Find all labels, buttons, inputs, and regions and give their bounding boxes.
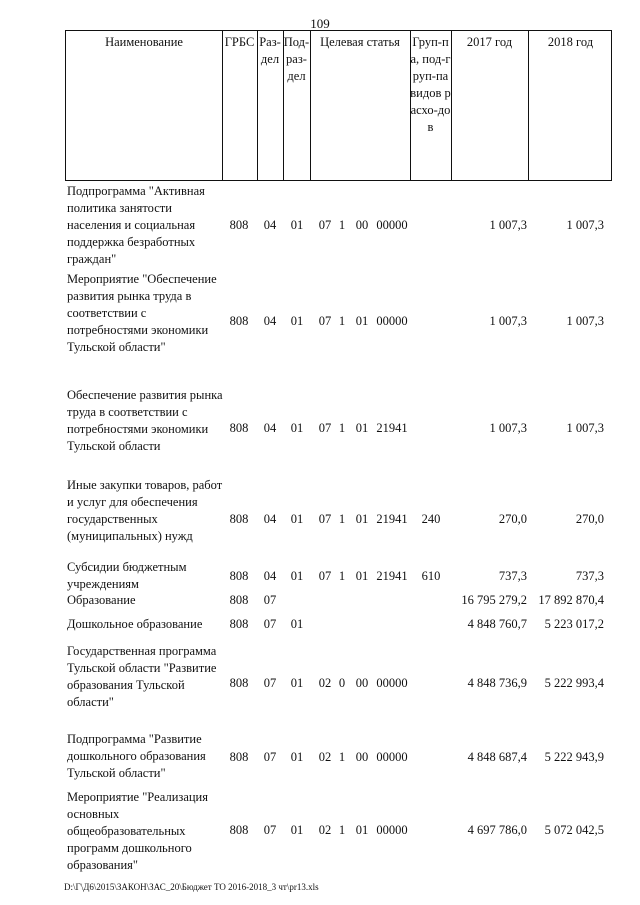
header-podrazdel: Под-раз-дел — [283, 35, 310, 83]
row-vr: 610 — [421, 569, 441, 583]
row-cs-subprogram: 1 — [338, 421, 346, 435]
row-cs-direction: 00000 — [376, 823, 408, 837]
row-cs-direction: 00000 — [376, 750, 408, 764]
column-divider — [222, 31, 223, 180]
row-razdel: 04 — [263, 512, 277, 526]
row-razdel: 07 — [263, 823, 277, 837]
row-2018: 17 892 870,4 — [538, 593, 604, 607]
row-cs-program: 07 — [318, 218, 332, 232]
row-razdel: 04 — [263, 421, 277, 435]
row-cs-event: 01 — [355, 421, 369, 435]
row-name: Обеспечение развития рынка труда в соответствии с потребностями экономики Тульской области — [67, 388, 223, 453]
row-cs-program: 07 — [318, 421, 332, 435]
row-cs-subprogram: 1 — [338, 314, 346, 328]
row-name: Образование — [67, 593, 136, 607]
header-vr-group: Груп-па, под-груп-па видов расхо-дов — [410, 35, 451, 134]
row-cs-direction: 21941 — [376, 569, 408, 583]
row-name: Иные закупки товаров, работ и услуг для обеспечения государственных (муниципальных) нужд — [67, 478, 223, 543]
row-cs-event: 00 — [355, 218, 369, 232]
header-2017: 2017 год — [466, 35, 513, 49]
row-cs-direction: 21941 — [376, 421, 408, 435]
table-header — [65, 30, 612, 181]
row-cs-subprogram: 1 — [338, 569, 346, 583]
row-cs-subprogram: 1 — [338, 750, 346, 764]
row-2018: 5 223 017,2 — [544, 617, 604, 631]
row-name: Мероприятие "Реализация основных общеобразовательных программ дошкольного образования" — [67, 790, 208, 872]
header-target-item: Целевая статья — [320, 35, 400, 49]
header-name: Наименование — [105, 35, 183, 49]
row-cs-program: 07 — [318, 314, 332, 328]
row-cs-event: 00 — [355, 750, 369, 764]
row-razdel: 04 — [263, 218, 277, 232]
row-2018: 270,0 — [575, 512, 604, 526]
row-razdel: 04 — [263, 314, 277, 328]
row-grbs: 808 — [229, 421, 249, 435]
row-podrazdel: 01 — [290, 218, 304, 232]
row-vr: 240 — [421, 512, 441, 526]
row-cs-direction: 00000 — [376, 314, 408, 328]
row-razdel: 04 — [263, 569, 277, 583]
row-2018: 1 007,3 — [566, 218, 604, 232]
row-podrazdel: 01 — [290, 512, 304, 526]
row-cs-program: 02 — [318, 750, 332, 764]
column-divider — [451, 31, 452, 180]
row-2017: 737,3 — [498, 569, 527, 583]
row-grbs: 808 — [229, 218, 249, 232]
row-cs-event: 01 — [355, 823, 369, 837]
row-grbs: 808 — [229, 314, 249, 328]
row-2017: 4 848 760,7 — [467, 617, 527, 631]
row-2017: 1 007,3 — [489, 421, 527, 435]
row-podrazdel: 01 — [290, 750, 304, 764]
row-2017: 270,0 — [498, 512, 527, 526]
row-cs-subprogram: 0 — [338, 676, 346, 690]
row-2018: 1 007,3 — [566, 314, 604, 328]
row-grbs: 808 — [229, 617, 249, 631]
row-2017: 16 795 279,2 — [461, 593, 527, 607]
row-cs-direction: 00000 — [376, 676, 408, 690]
column-divider — [310, 31, 311, 180]
header-razdel: Раз-дел — [259, 35, 281, 66]
row-2017: 4 848 687,4 — [467, 750, 527, 764]
page-number: 109 — [310, 16, 330, 31]
row-name: Дошкольное образование — [67, 617, 203, 631]
row-cs-program: 02 — [318, 823, 332, 837]
header-grbs: ГРБС — [224, 35, 255, 49]
row-razdel: 07 — [263, 617, 277, 631]
row-name: Подпрограмма "Развитие дошкольного образования Тульской области" — [67, 732, 206, 780]
row-2018: 737,3 — [575, 569, 604, 583]
row-grbs: 808 — [229, 512, 249, 526]
row-grbs: 808 — [229, 593, 249, 607]
column-divider — [528, 31, 529, 180]
row-cs-program: 07 — [318, 512, 332, 526]
row-razdel: 07 — [263, 676, 277, 690]
row-podrazdel: 01 — [290, 569, 304, 583]
row-cs-event: 01 — [355, 512, 369, 526]
row-name: Подпрограмма "Активная политика занятости населения и социальная поддержка безработных граждан" — [67, 184, 205, 266]
row-cs-direction: 21941 — [376, 512, 408, 526]
row-podrazdel: 01 — [290, 314, 304, 328]
row-grbs: 808 — [229, 569, 249, 583]
row-cs-direction: 00000 — [376, 218, 408, 232]
header-2018: 2018 год — [547, 35, 594, 49]
row-2017: 1 007,3 — [489, 218, 527, 232]
row-grbs: 808 — [229, 750, 249, 764]
row-2018: 5 222 993,4 — [544, 676, 604, 690]
row-podrazdel: 01 — [290, 617, 304, 631]
row-razdel: 07 — [263, 750, 277, 764]
row-name: Государственная программа Тульской области "Развитие образования Тульской области" — [67, 644, 217, 709]
row-cs-subprogram: 1 — [338, 823, 346, 837]
row-podrazdel: 01 — [290, 823, 304, 837]
row-razdel: 07 — [263, 593, 277, 607]
row-2018: 5 222 943,9 — [544, 750, 604, 764]
row-name: Субсидии бюджетным учреждениям — [67, 560, 187, 591]
row-name: Мероприятие "Обеспечение развития рынка труда в соответствии с потребностями экономики Тульской области" — [67, 272, 217, 354]
row-2018: 5 072 042,5 — [544, 823, 604, 837]
row-cs-program: 07 — [318, 569, 332, 583]
row-cs-program: 02 — [318, 676, 332, 690]
row-cs-event: 01 — [355, 314, 369, 328]
row-cs-event: 00 — [355, 676, 369, 690]
row-grbs: 808 — [229, 676, 249, 690]
row-cs-subprogram: 1 — [338, 512, 346, 526]
row-cs-subprogram: 1 — [338, 218, 346, 232]
row-cs-event: 01 — [355, 569, 369, 583]
row-podrazdel: 01 — [290, 421, 304, 435]
row-grbs: 808 — [229, 823, 249, 837]
row-2017: 1 007,3 — [489, 314, 527, 328]
row-podrazdel: 01 — [290, 676, 304, 690]
footer-file-path: D:\Г\Д6\2015\ЗАКОН\ЗАС_20\Бюджет ТО 2016-2018_3 чт\pr13.xls — [64, 882, 319, 892]
row-2017: 4 848 736,9 — [467, 676, 527, 690]
row-2018: 1 007,3 — [566, 421, 604, 435]
row-2017: 4 697 786,0 — [467, 823, 527, 837]
